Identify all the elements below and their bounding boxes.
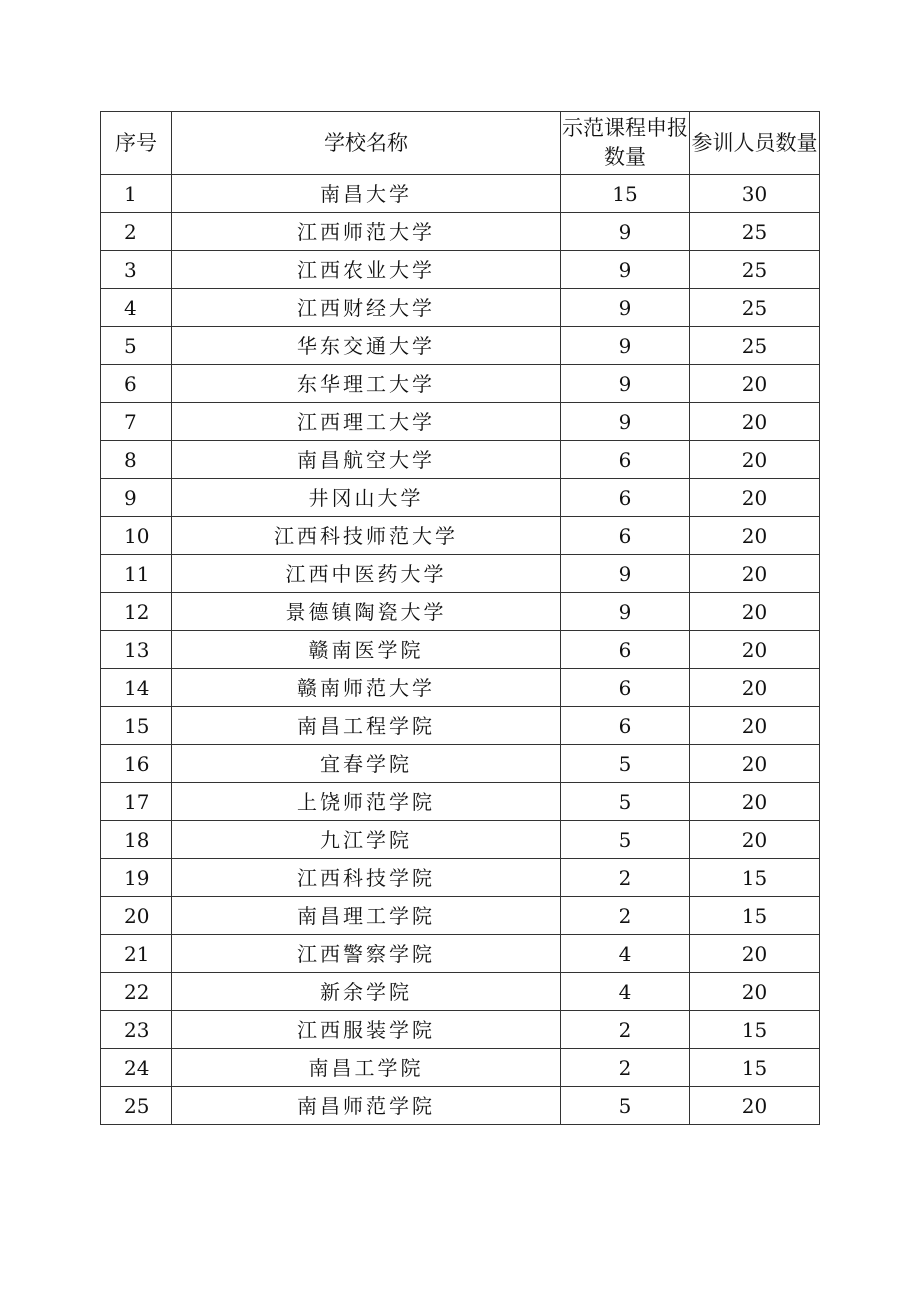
table-row xyxy=(101,897,820,935)
cell-trainee-count: 20 xyxy=(690,403,820,441)
cell-school-name: 南昌航空大学 xyxy=(172,441,561,479)
cell-index: 4 xyxy=(101,289,172,327)
table-row xyxy=(101,365,820,403)
cell-course-count: 9 xyxy=(561,289,690,327)
table-row xyxy=(101,859,820,897)
cell-trainee-count: 30 xyxy=(690,175,820,213)
table-row xyxy=(101,441,820,479)
header-course-count: 示范课程申报数量 xyxy=(561,112,690,175)
table-row xyxy=(101,669,820,707)
cell-index: 11 xyxy=(101,555,172,593)
cell-trainee-count: 15 xyxy=(690,897,820,935)
table-row xyxy=(101,935,820,973)
cell-school-name: 江西中医药大学 xyxy=(172,555,561,593)
cell-course-count: 6 xyxy=(561,707,690,745)
header-school-name: 学校名称 xyxy=(172,112,561,175)
cell-school-name: 江西科技师范大学 xyxy=(172,517,561,555)
cell-index: 3 xyxy=(101,251,172,289)
cell-school-name: 东华理工大学 xyxy=(172,365,561,403)
cell-index: 2 xyxy=(101,213,172,251)
header-trainee-count: 参训人员数量 xyxy=(690,112,820,175)
cell-index: 24 xyxy=(101,1049,172,1087)
cell-trainee-count: 25 xyxy=(690,327,820,365)
cell-school-name: 赣南医学院 xyxy=(172,631,561,669)
cell-trainee-count: 25 xyxy=(690,289,820,327)
cell-index: 25 xyxy=(101,1087,172,1125)
table-row xyxy=(101,289,820,327)
cell-course-count: 6 xyxy=(561,479,690,517)
cell-trainee-count: 20 xyxy=(690,783,820,821)
table-row xyxy=(101,1011,820,1049)
cell-course-count: 4 xyxy=(561,935,690,973)
cell-school-name: 九江学院 xyxy=(172,821,561,859)
cell-index: 1 xyxy=(101,175,172,213)
cell-trainee-count: 15 xyxy=(690,1011,820,1049)
cell-index: 14 xyxy=(101,669,172,707)
table-row xyxy=(101,631,820,669)
table-row xyxy=(101,1049,820,1087)
cell-school-name: 新余学院 xyxy=(172,973,561,1011)
cell-course-count: 9 xyxy=(561,403,690,441)
cell-index: 7 xyxy=(101,403,172,441)
cell-school-name: 江西农业大学 xyxy=(172,251,561,289)
cell-index: 13 xyxy=(101,631,172,669)
table-row xyxy=(101,1087,820,1125)
cell-course-count: 2 xyxy=(561,897,690,935)
cell-trainee-count: 20 xyxy=(690,555,820,593)
cell-trainee-count: 20 xyxy=(690,517,820,555)
cell-school-name: 南昌工学院 xyxy=(172,1049,561,1087)
cell-school-name: 上饶师范学院 xyxy=(172,783,561,821)
cell-trainee-count: 20 xyxy=(690,365,820,403)
cell-index: 18 xyxy=(101,821,172,859)
table-row xyxy=(101,213,820,251)
cell-school-name: 江西财经大学 xyxy=(172,289,561,327)
cell-school-name: 江西师范大学 xyxy=(172,213,561,251)
cell-trainee-count: 20 xyxy=(690,1087,820,1125)
cell-course-count: 4 xyxy=(561,973,690,1011)
table-row xyxy=(101,707,820,745)
cell-school-name: 江西服装学院 xyxy=(172,1011,561,1049)
cell-index: 12 xyxy=(101,593,172,631)
cell-course-count: 5 xyxy=(561,783,690,821)
table-row xyxy=(101,479,820,517)
cell-course-count: 6 xyxy=(561,669,690,707)
cell-index: 23 xyxy=(101,1011,172,1049)
cell-course-count: 6 xyxy=(561,517,690,555)
cell-course-count: 9 xyxy=(561,251,690,289)
cell-course-count: 5 xyxy=(561,1087,690,1125)
cell-course-count: 5 xyxy=(561,745,690,783)
cell-school-name: 南昌师范学院 xyxy=(172,1087,561,1125)
cell-course-count: 6 xyxy=(561,441,690,479)
cell-index: 21 xyxy=(101,935,172,973)
cell-course-count: 2 xyxy=(561,1049,690,1087)
cell-trainee-count: 20 xyxy=(690,593,820,631)
cell-trainee-count: 20 xyxy=(690,479,820,517)
cell-index: 9 xyxy=(101,479,172,517)
cell-course-count: 6 xyxy=(561,631,690,669)
cell-course-count: 5 xyxy=(561,821,690,859)
cell-course-count: 15 xyxy=(561,175,690,213)
cell-course-count: 9 xyxy=(561,593,690,631)
cell-index: 20 xyxy=(101,897,172,935)
cell-course-count: 9 xyxy=(561,327,690,365)
cell-school-name: 江西警察学院 xyxy=(172,935,561,973)
cell-school-name: 江西科技学院 xyxy=(172,859,561,897)
cell-index: 10 xyxy=(101,517,172,555)
table-body xyxy=(101,175,820,1125)
table-row xyxy=(101,973,820,1011)
school-allocation-table xyxy=(100,111,820,1125)
cell-school-name: 南昌大学 xyxy=(172,175,561,213)
cell-school-name: 江西理工大学 xyxy=(172,403,561,441)
cell-trainee-count: 20 xyxy=(690,707,820,745)
table-row xyxy=(101,555,820,593)
cell-school-name: 南昌理工学院 xyxy=(172,897,561,935)
cell-school-name: 赣南师范大学 xyxy=(172,669,561,707)
cell-index: 16 xyxy=(101,745,172,783)
cell-trainee-count: 20 xyxy=(690,631,820,669)
cell-course-count: 9 xyxy=(561,555,690,593)
cell-trainee-count: 20 xyxy=(690,821,820,859)
cell-course-count: 2 xyxy=(561,1011,690,1049)
cell-trainee-count: 25 xyxy=(690,251,820,289)
cell-course-count: 2 xyxy=(561,859,690,897)
cell-trainee-count: 20 xyxy=(690,745,820,783)
header-index: 序号 xyxy=(101,112,172,175)
cell-school-name: 南昌工程学院 xyxy=(172,707,561,745)
table-row xyxy=(101,517,820,555)
school-allocation-table-container xyxy=(100,111,819,1125)
cell-school-name: 井冈山大学 xyxy=(172,479,561,517)
cell-index: 6 xyxy=(101,365,172,403)
cell-index: 8 xyxy=(101,441,172,479)
table-row xyxy=(101,821,820,859)
cell-index: 19 xyxy=(101,859,172,897)
cell-trainee-count: 25 xyxy=(690,213,820,251)
table-row xyxy=(101,327,820,365)
table-row xyxy=(101,783,820,821)
cell-school-name: 宜春学院 xyxy=(172,745,561,783)
table-row xyxy=(101,403,820,441)
cell-trainee-count: 15 xyxy=(690,859,820,897)
table-row xyxy=(101,175,820,213)
cell-index: 15 xyxy=(101,707,172,745)
cell-school-name: 华东交通大学 xyxy=(172,327,561,365)
cell-index: 22 xyxy=(101,973,172,1011)
table-row xyxy=(101,745,820,783)
table-header-row xyxy=(101,112,820,175)
cell-trainee-count: 20 xyxy=(690,669,820,707)
cell-course-count: 9 xyxy=(561,213,690,251)
cell-course-count: 9 xyxy=(561,365,690,403)
cell-trainee-count: 20 xyxy=(690,973,820,1011)
table-row xyxy=(101,593,820,631)
cell-trainee-count: 15 xyxy=(690,1049,820,1087)
cell-trainee-count: 20 xyxy=(690,441,820,479)
table-row xyxy=(101,251,820,289)
cell-index: 17 xyxy=(101,783,172,821)
cell-index: 5 xyxy=(101,327,172,365)
cell-school-name: 景德镇陶瓷大学 xyxy=(172,593,561,631)
cell-trainee-count: 20 xyxy=(690,935,820,973)
